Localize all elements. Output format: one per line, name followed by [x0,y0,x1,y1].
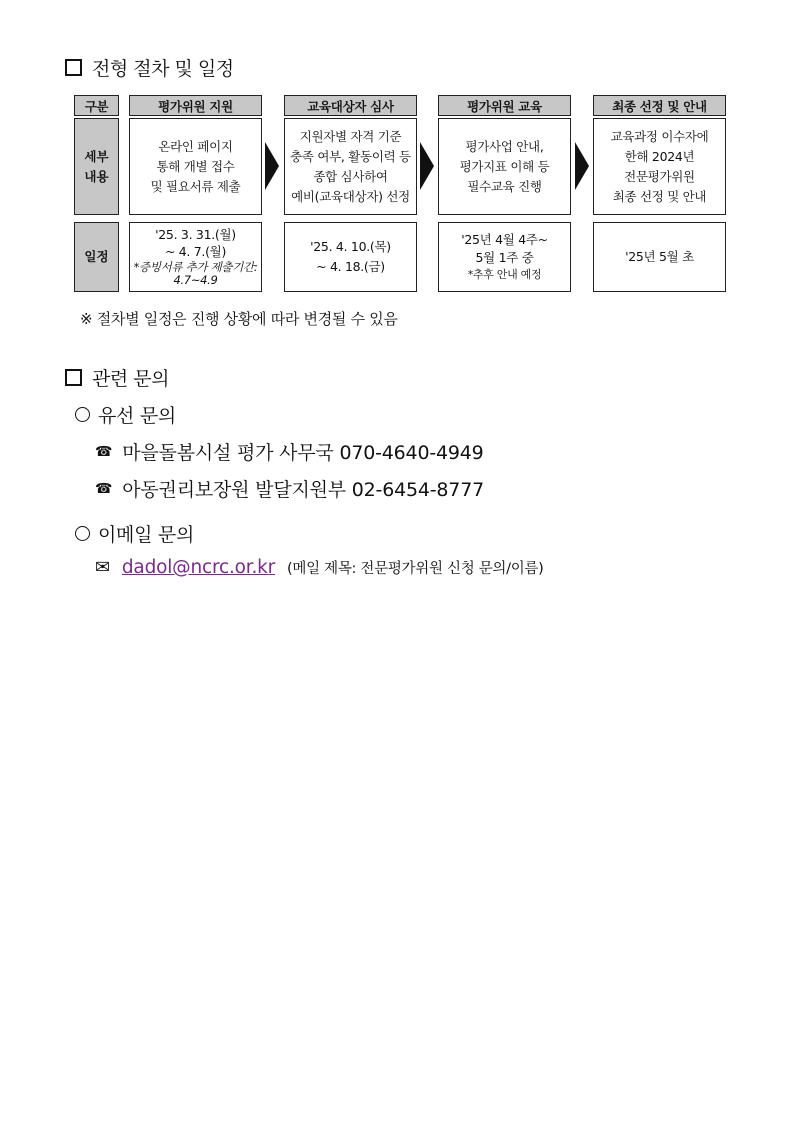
schedule-note: *증빙서류 추가 제출기간: [133,260,258,275]
telephone-icon: ☎ [95,443,113,460]
header-step-4: 최종 선정 및 안내 [593,95,726,116]
detail-line: 평가지표 이해 등 [459,158,550,174]
phone-inquiry-title: 유선 문의 [98,405,176,427]
row-label-line: 내용 [84,168,109,184]
phone-contact-row [95,475,484,502]
schedule-line: '25년 5월 초 [625,249,694,264]
detail-line: 통해 개별 접수 [156,158,235,174]
detail-line: 교육과정 이수자에 [610,128,709,144]
schedule-note: *추후 안내 예정 [467,268,542,282]
arrow-right-icon [420,142,434,190]
detail-cell-step-1 [129,118,262,215]
schedule-line: '25. 4. 10.(목) [310,239,391,254]
checkbox-square-icon [65,59,82,76]
section-title-process [65,54,234,81]
schedule-line: '25. 3. 31.(월) [155,227,236,243]
email-subject-note: (메일 제목: 전문평가위원 신청 문의/이름) [287,561,544,577]
circle-bullet-icon [75,526,90,541]
detail-line: 및 필요서류 제출 [150,178,241,194]
telephone-icon: ☎ [95,480,113,497]
email-inquiry-title: 이메일 문의 [98,524,195,546]
email-inquiry-heading [75,520,194,547]
detail-line: 종합 심사하여 [313,168,388,184]
detail-line: 충족 여부, 활동이력 등 [290,148,411,164]
detail-line: 지원자별 자격 기준 [299,128,402,144]
schedule-cell-step-2 [284,222,417,292]
phone-contact-text[interactable]: 아동권리보장원 발달지원부 02-6454-8777 [122,479,484,501]
schedule-cell-step-3 [438,222,571,292]
phone-contact-row [95,438,484,465]
section-title-text: 전형 절차 및 일정 [92,58,234,80]
detail-line: 평가사업 안내, [465,138,544,154]
header-step-1: 평가위원 지원 [129,95,262,116]
section-title-text: 관련 문의 [92,368,169,390]
email-link[interactable]: dadol@ncrc.or.kr [121,557,276,578]
detail-line: 예비(교육대상자) 선정 [291,188,410,204]
row-label-line: 세부 [84,149,109,165]
schedule-line: 5월 1주 중 [475,250,534,266]
row-label-schedule: 일정 [74,222,119,292]
schedule-cell-step-1 [129,222,262,292]
header-step-3: 평가위원 교육 [438,95,571,116]
table-corner-header: 구분 [74,95,119,116]
phone-inquiry-heading [75,401,176,428]
detail-line: 필수교육 진행 [467,178,542,194]
circle-bullet-icon [75,407,90,422]
detail-line: 온라인 페이지 [158,138,233,154]
header-step-2: 교육대상자 심사 [284,95,417,116]
detail-line: 전문평가위원 [624,168,695,184]
schedule-note: 4.7~4.9 [173,272,218,287]
row-label-details [74,118,119,215]
detail-cell-step-2 [284,118,417,215]
detail-line: 한해 2024년 [624,148,695,164]
schedule-change-notice: ※ 절차별 일정은 진행 상황에 따라 변경될 수 있음 [80,310,398,328]
arrow-right-icon [265,142,279,190]
section-title-inquiry [65,364,169,391]
arrow-right-icon [575,142,589,190]
schedule-cell-step-4 [593,222,726,292]
schedule-line: ~ 4. 7.(월) [164,244,227,260]
schedule-line: '25년 4월 4주~ [461,231,548,247]
envelope-icon: ✉ [95,557,110,578]
detail-line: 최종 선정 및 안내 [612,188,707,204]
schedule-line: ~ 4. 18.(금) [316,259,385,274]
checkbox-square-icon [65,369,82,386]
phone-contact-text[interactable]: 마을돌봄시설 평가 사무국 070-4640-4949 [122,442,484,464]
detail-cell-step-4 [593,118,726,215]
detail-cell-step-3 [438,118,571,215]
email-contact-row [95,557,543,578]
